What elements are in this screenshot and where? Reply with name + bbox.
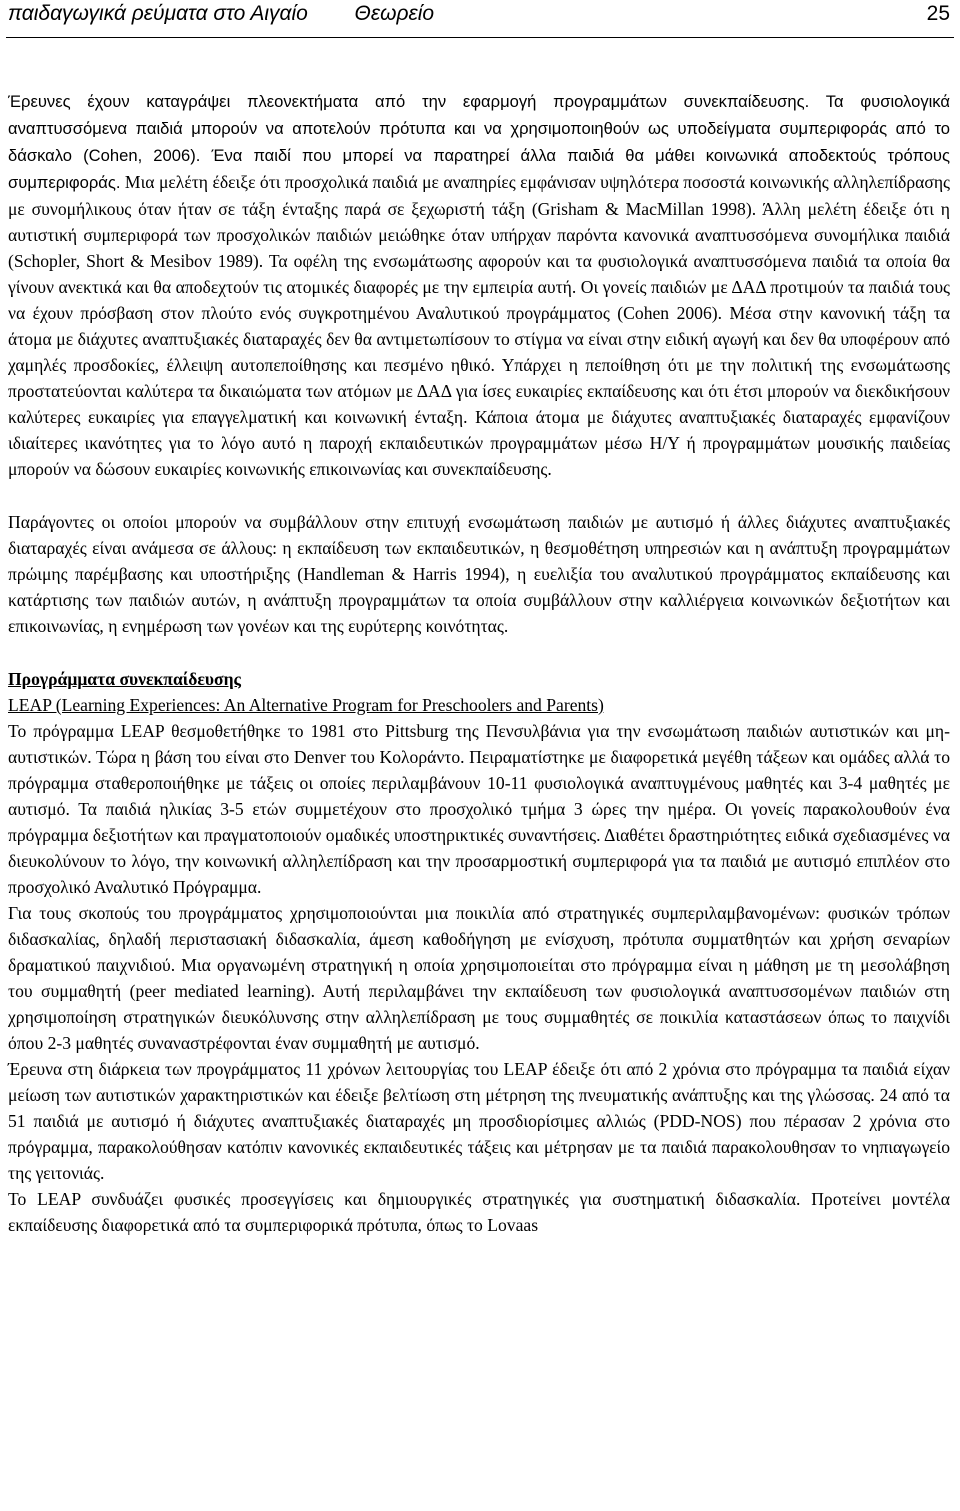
page-header: [8, 2, 952, 34]
paragraph-ensomatosi-benefits: [8, 88, 950, 482]
body-text: [8, 88, 950, 1238]
leap-title: LEAP (Learning Experiences: An Alternative Program for Preschoolers and Parents): [8, 695, 604, 715]
header-divider: [6, 37, 954, 38]
running-title: παιδαγωγικά ρεύματα στο Αιγαίο Θεωρείο: [8, 2, 435, 25]
section-heading: Προγράμματα συνεκπαίδευσης: [8, 669, 241, 689]
paragraph-leap-intro: Το πρόγραμμα LEAP θεσμοθετήθηκε το 1981 στο Pittsburg της Πενσυλβάνια για την ενσωμάτωση παιδιών αυτιστικών και μη- αυτιστικών. Τώρα η βάση του είναι στο Denver του Κολοράντο. Πειραματίστηκε με διαφορετικά μεγέθη τάξεων και ομάδες αλλά το πρόγραμμα σταθεροποιήθηκε με τάξεις οι οποίες περιλαμβάνουν 10-11 φυσιολογικά αναπτυγμένους μαθητές και 3-4 μαθητές με αυτισμό. Τα παιδιά ηλικίας 3-5 ετών συμμετέχουν στο προσχολικό τμήμα 3 ώρες την ημέρα. Οι γονείς παρακολουθούν ένα πρόγραμμα δεξιοτήτων και πραγματοποιούν ομαδικές υποστηρικτικές συναντήσεις. Διαθέτει δραστηριότητες ειδικά σχεδιασμένες να διευκολύνουν το λόγο, την κοινωνική αλληλεπίδραση και την προσαρμοστική συμπεριφορά για τα παιδιά με αυτισμό επιπλέον στο προσχολικό Αναλυτικό Πρόγραμμα.: [8, 721, 950, 897]
paragraph-leap-strategies: Για τους σκοπούς του προγράμματος χρησιμοποιούνται μια ποικιλία από στρατηγικές συμπεριλαμβανομένων: φυσικών τρόπων διδασκαλίας, δηλαδή περιστασιακή διδασκαλία, άμεση καθοδήγηση με ενίσχυση, πρότυπα συμματθητών και χρήση σεναρίων δραματικού παιχνιδιού. Μια οργανωμένη στρατηγική η οποία χρησιμοποιείται στο πρόγραμμα είναι η μάθηση με τη μεσολάβηση του συμμαθητή (peer mediated learning). Αυτή περιλαμβάνει την εκπαίδευση των φυσιολογικά αναπτυσσομένων παιδιών στη χρησιμοποίηση στρατηγικών διευκόλυνσης στην αλληλεπίδραση με τους συμμαθητές σε ποικιλία καταστάσεων όπως το παιχνίδι όπου 2-3 μαθητές συναναστρέφονται έναν συμμαθητή με αυτισμό.: [8, 903, 950, 1053]
paragraph-gap: [8, 482, 950, 509]
paragraph-success-factors: Παράγοντες οι οποίοι μπορούν να συμβάλλουν στην επιτυχή ενσωμάτωση παιδιών με αυτισμό ή άλλες διάχυτες αναπτυξιακές διαταραχές είναι ανάμεσα σε άλλους: η εκπαίδευση των εκπαιδευτικών, η θεσμοθέτηση υπηρεσιών και η ανάπτυξη προγραμμάτων πρώιμης παρέμβασης και υποστήριξης (Handleman & Harris 1994), η ευελιξία του αναλυτικού προγράμματος εκπαίδευσης και κατάρτισης των παιδιών αυτών, η ανάπτυξη προγραμμάτων τα οποία συμβάλλουν στην καλλιέργεια κοινωνικών δεξιοτήτων και επικοινωνίας, η ενημέρωση των γονέων και της ευρύτερης κοινότητας.: [8, 512, 950, 636]
paragraph-serif-part: Μια μελέτη έδειξε ότι προσχολικά παιδιά με αναπηρίες εμφάνισαν υψηλότερα ποσοστά κοινωνικής αλληλεπίδρασης με συνομήλικους όταν ήταν σε τάξη ένταξης παρά σε ξεχωριστή τάξη (Grisham & MacMillan 1998). Άλλη μελέτη έδειξε ότι η αυτιστική συμπεριφορά των προσχολικών παιδιών μειώθηκε όταν υπήρχαν παρόντα κανονικά αναπτυσσόμενα συνομήλικα παιδιά (Schopler, Short & Mesibov 1989). Τα οφέλη της ενσωμάτωσης αφορούν και τα φυσιολογικά αναπτυσσόμενα παιδιά τα οποία θα γίνουν ανεκτικά και θα αποδεχτούν τις ατομικές διαφορές με την εμπειρία αυτή. Οι γονείς παιδιών με ΔΑΔ προτιμούν τα παιδιά τους να έχουν πρόσβαση στον πλούτο ενός συγκροτημένου Αναλυτικού προγράμματος (Cohen 2006). Μέσα στην κανονική τάξη τα άτομα με διάχυτες αναπτυξιακές διαταραχές δεν θα αντιμετωπίσουν το στίγμα να είναι στην ειδική αγωγή και δεν θα υποφέρουν από χαμηλές προσδοκίες, έλλειψη αυτοπεποίθησης και πεσμένο ηθικό. Υπάρχει η πεποίθηση ότι με την πολιτική της ενσωμάτωσης προστατεύονται καλύτερα τα δικαιώματα των ατόμων με ΔΑΔ για ίσες ευκαιρίες εκπαίδευσης και ότι έτσι μπορούν να διεκδικήσουν καλύτερες ευκαιρίες για επαγγελματική και κοινωνική ένταξη. Κάποια άτομα με διάχυτες αναπτυξιακές διαταραχές εμφανίζουν ιδιαίτερες ικανότητες για το λόγο αυτό η παροχή εκπαιδευτικών προγραμμάτων μέσω Η/Υ ή προγραμμάτων μουσικής παιδείας μπορούν να δώσουν ευκαιρίες κοινωνικής επικοινωνίας και συνεκπαίδευσης.: [8, 172, 950, 479]
page-number: 25: [926, 2, 950, 25]
paragraph-leap-approach: Το LEAP συνδυάζει φυσικές προσεγγίσεις και δημιουργικές στρατηγικές για συστηματική διδασκαλία. Προτείνει μοντέλα εκπαίδευσης διαφορετικά από τα συμπεριφορικά πρότυπα, όπως το Lovaas: [8, 1189, 950, 1235]
paragraph-leap-research: Έρευνα στη διάρκεια των προγράμματος 11 χρόνων λειτουργίας του LEAP έδειξε ότι από 2 χρόνια στο πρόγραμμα τα παιδιά είχαν μείωση των αυτιστικών χαρακτηριστικών και έδειξε βελτίωση στη μέτρηση της πνευματικής ανάπτυξης και της γλώσσας. 24 από τα 51 παιδιά με αυτισμό ή διάχυτες αναπτυξιακές διαταραχές μη προσδιορίσιμες αλλιώς (PDD-NOS) που πέρασαν 2 χρόνια στο πρόγραμμα, παρακολούθησαν κατόπιν κανονικές εκπαιδευτικές τάξεις και μέτρησαν με τα παιδιά παρακολουθησαν το νηπιαγωγείο της γειτονιάς.: [8, 1059, 950, 1183]
paragraph-sans-part: Έρευνες έχουν καταγράψει πλεονεκτήματα από την εφαρμογή προγραμμάτων συνεκπαίδευσης. Τα φυσιολογικά αναπτυσσόμενα παιδιά μπορούν να αποτελούν πρότυπα και να χρησιμοποιηθούν ως υποδείγματα συμπεριφοράς από το δάσκαλο (Cohen, 2006). Ένα παιδί που μπορεί να παρατηρεί άλλα παιδιά θα μάθει κοινωνικά αποδεκτούς τρόπους συμπεριφοράς.: [8, 92, 950, 192]
paragraph-gap: [8, 639, 950, 666]
